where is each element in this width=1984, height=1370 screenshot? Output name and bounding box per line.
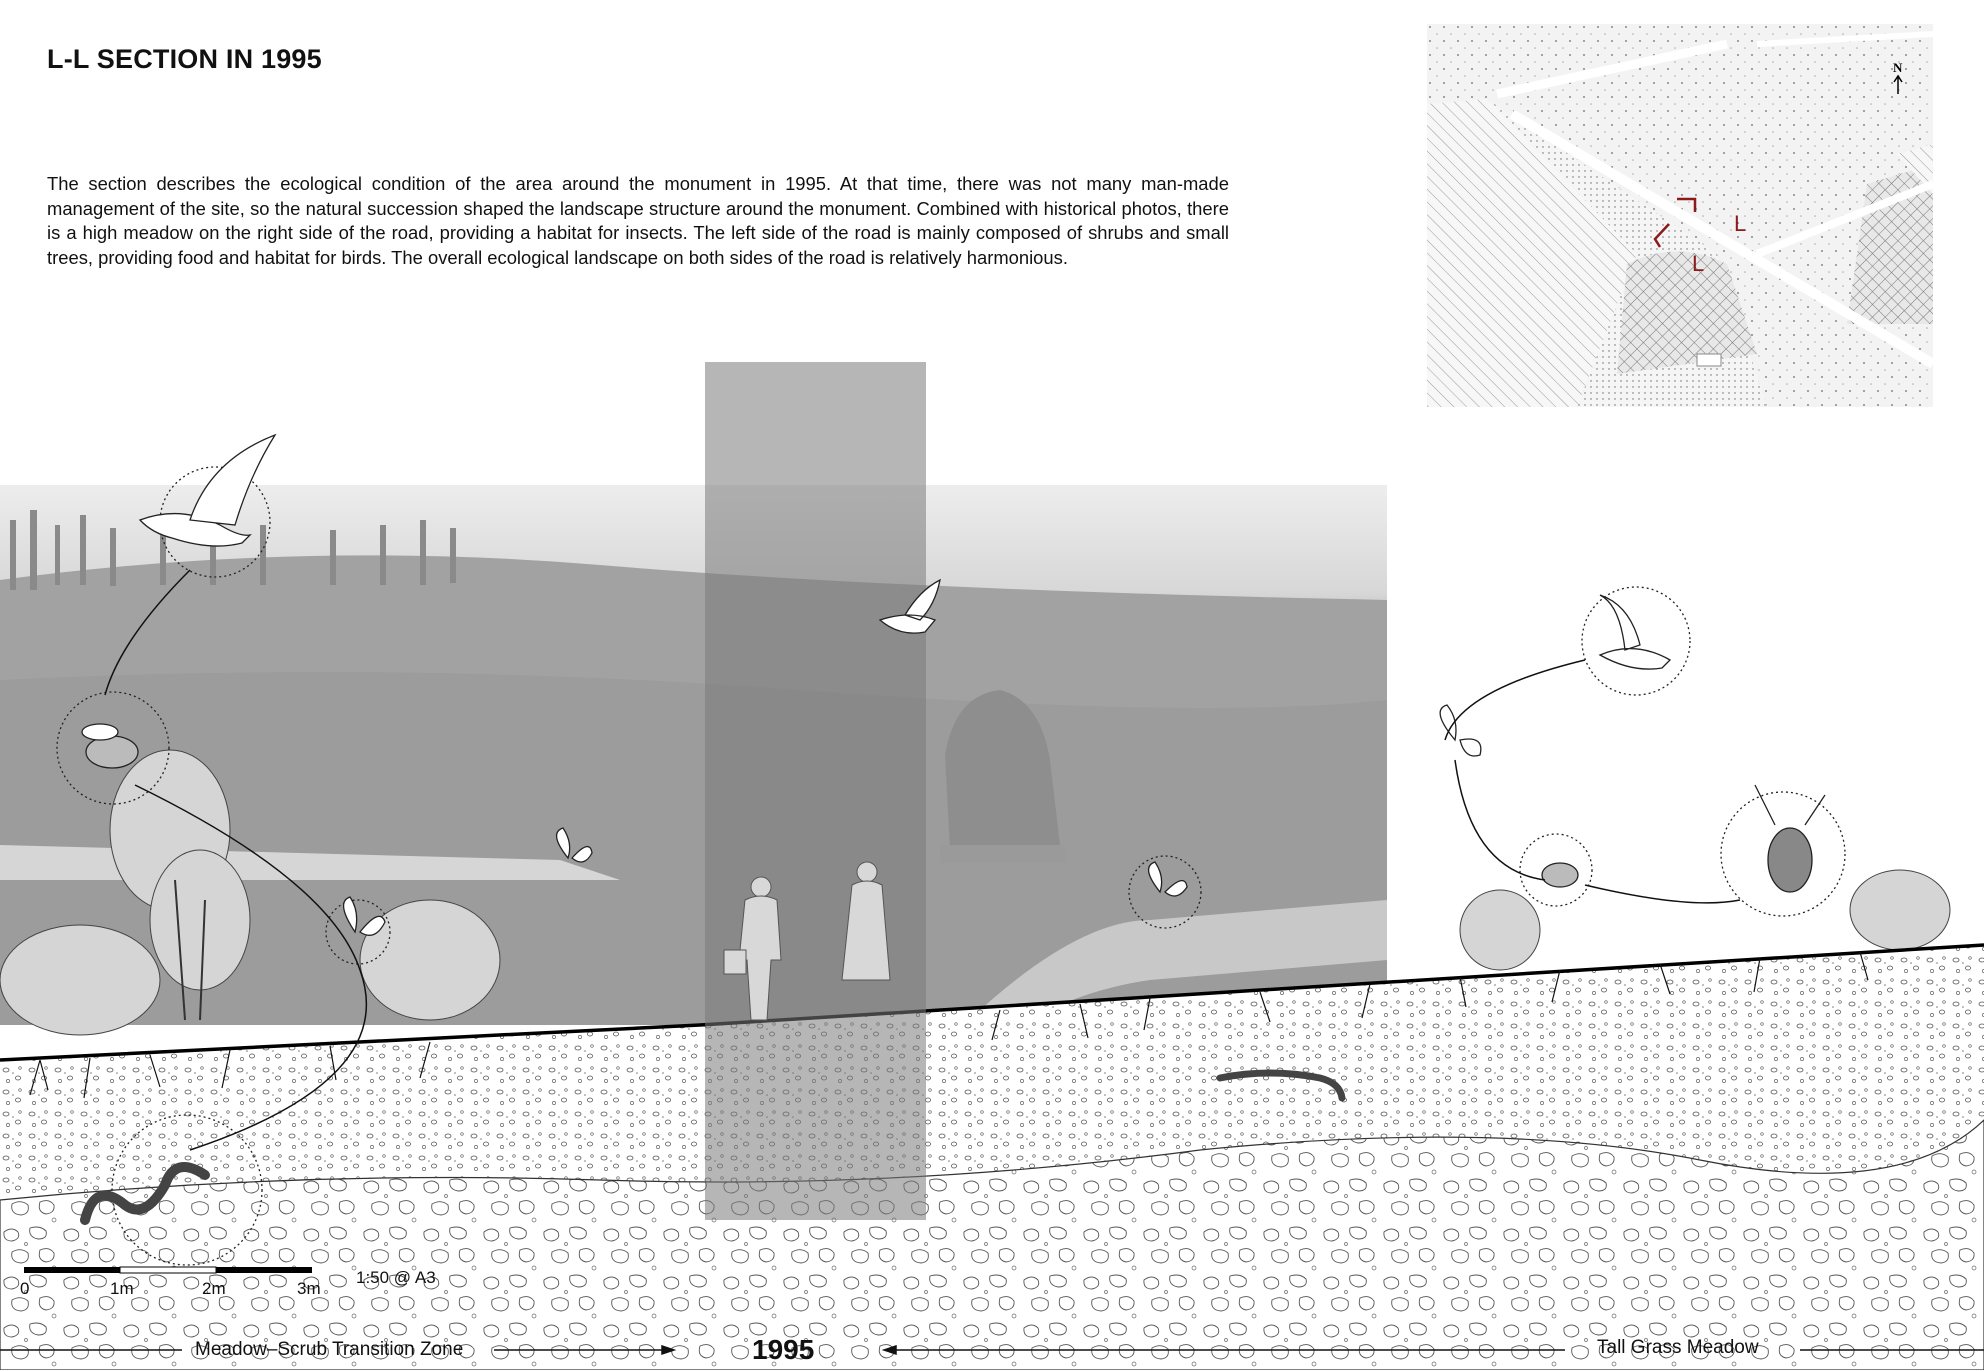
scale-tick-label: 2m xyxy=(202,1279,226,1298)
svg-text:N: N xyxy=(1893,60,1903,75)
section-year: 1995 xyxy=(752,1334,815,1365)
zone-label-right: Tall Grass Meadow xyxy=(1597,1337,1759,1358)
section-description: The section describes the ecological condition of the area around the monument in 1995. At that time, there was not many man-made management of the site, so the natural succession shaped the landscape structure around the monument. Combined with historical photos, there is a high meadow on the right side of the road, providing a habitat for insects. The left side of the road is mainly composed of shrubs and small trees, providing food and habitat for birds. The overall ecological landscape on both sides of the road is relatively harmonious. xyxy=(47,173,1229,268)
scale-bar xyxy=(24,1267,312,1273)
scale-tick-label: 3m xyxy=(297,1279,321,1298)
road-corridor-band xyxy=(705,362,926,1220)
scale-ratio: 1:50 @ A3 xyxy=(356,1268,436,1287)
scale-tick-label: 0 xyxy=(20,1279,30,1298)
bird-icon xyxy=(1582,587,1690,695)
section-label: L xyxy=(1692,251,1705,276)
butterfly-icon xyxy=(1440,705,1481,756)
scale-tick-label: 1m xyxy=(110,1279,134,1298)
zone-label-left: Meadow–Scrub Transition Zone xyxy=(195,1339,464,1360)
beetle-icon xyxy=(1721,785,1845,916)
section-label: L xyxy=(1734,211,1747,236)
section-drawing xyxy=(0,360,1984,1370)
page-title: L-L SECTION IN 1995 xyxy=(47,44,322,74)
key-map xyxy=(1427,24,1933,407)
bee-icon xyxy=(1520,834,1592,906)
